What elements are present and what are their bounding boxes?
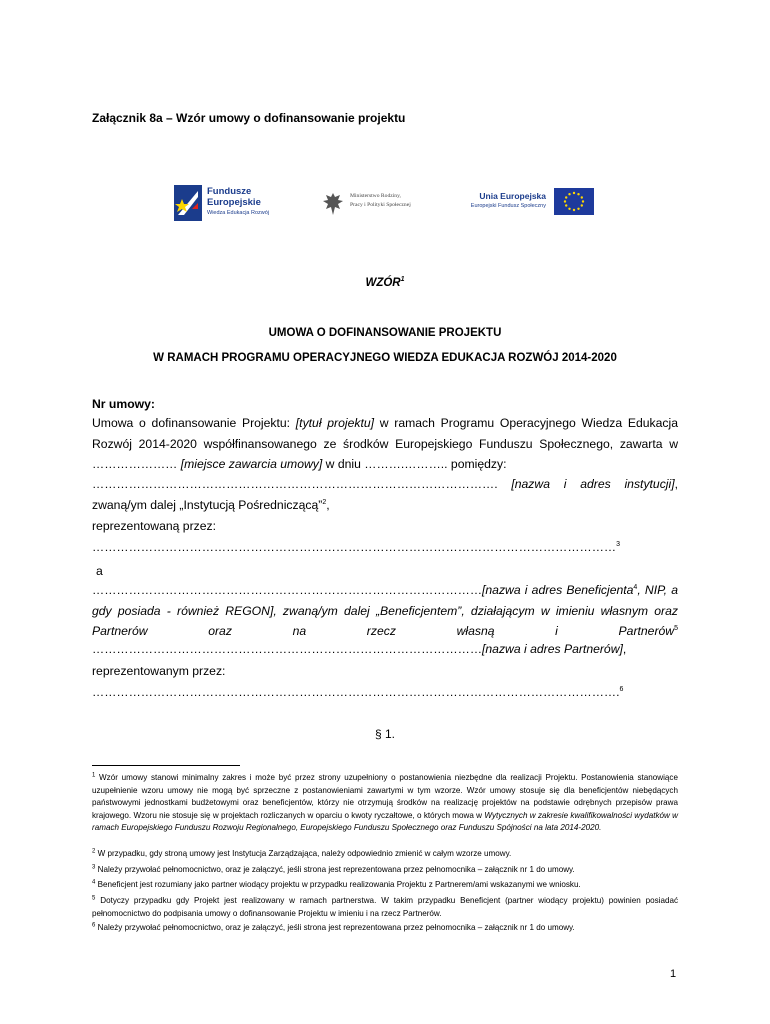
section-1-heading: § 1.	[374, 727, 395, 741]
representative-line-2	[92, 682, 624, 703]
fe-line3: Wiedza Edukacja Rozwój	[207, 210, 270, 216]
eu-line2: Europejski Fundusz Społeczny	[470, 203, 546, 209]
ministry-line1: Ministerstwo Rodziny,	[350, 193, 401, 199]
footnote-2-text: W przypadku, gdy stroną umowy jest Instytucja Zarządzająca, należy odpowiednio zmienić w całym wzorze umowy.	[95, 849, 512, 858]
representative-line-1	[92, 537, 620, 558]
eu-line1: Unia Europejska	[479, 191, 546, 201]
and-conjunction: a	[96, 564, 103, 578]
partners-dots: ……………………………………………………………………………………	[92, 642, 482, 656]
contract-number-label: Nr umowy:	[92, 397, 155, 411]
footnote-ref-6: 6	[619, 685, 624, 693]
beneficiary-paragraph	[92, 580, 678, 638]
contract-title-line2: W RAMACH PROGRAMU OPERACYJNEGO WIEDZA EDUKACJA ROZWÓJ 2014-2020	[153, 352, 617, 364]
eu-text	[458, 191, 546, 209]
contract-title-line1: UMOWA O DOFINANSOWANIE PROJEKTU	[268, 327, 502, 339]
attachment-title: Załącznik 8a – Wzór umowy o dofinansowanie projektu	[92, 111, 406, 125]
intro-text-c: w dniu ……….……….. pomiędzy:	[322, 457, 507, 471]
footnote-ref-3: 3	[616, 540, 620, 548]
footnote-5	[92, 895, 678, 920]
beneficiary-dots: ……………………………………………………………………………………	[92, 583, 482, 597]
fe-line2: Europejskie	[207, 197, 261, 208]
contract-intro-paragraph	[92, 413, 678, 475]
footnote-4-text: Beneficjent jest rozumiany jako partner wiodący projektu w przypadku realizowania Projektu z Partnerem/ami wskazanymi we wniosku.	[95, 880, 581, 889]
partners-placeholder: [nazwa i adres Partnerów]	[482, 642, 623, 656]
institution-comma: ,	[326, 497, 330, 512]
footnote-ref-5: 5	[674, 624, 678, 632]
footnote-4-num: 4	[92, 879, 96, 886]
footnote-6-num: 6	[92, 922, 96, 929]
represented-by-label-1: reprezentowaną przez:	[92, 519, 216, 533]
page-number: 1	[670, 968, 677, 980]
footnote-6-text: Należy przywołać pełnomocnictwo, oraz je załączyć, jeśli strona jest reprezentowana przez pełnomocnika – załącznik nr 1 do umowy.	[95, 923, 575, 932]
footnote-2-num: 2	[92, 848, 96, 855]
footnote-2	[92, 848, 678, 861]
logo-bar	[170, 185, 600, 225]
wzor-footnote-ref: 1	[400, 276, 405, 284]
footnote-3	[92, 864, 678, 877]
wzor-heading	[0, 277, 770, 289]
intro-text-a: Umowa o dofinansowanie Projektu:	[92, 416, 296, 430]
place-placeholder: [miejsce zawarcia umowy]	[180, 457, 323, 471]
partners-line	[92, 639, 678, 660]
beneficiary-text: , NIP, a gdy posiada - również REGON], zwaną/ym dalej „Beneficjentem”, działającym w imieniu własnym oraz Partnerów oraz na rzecz własną i Partnerów	[92, 583, 678, 638]
footnote-1	[92, 772, 678, 835]
beneficiary-placeholder: [nazwa i adres Beneficjenta	[482, 583, 634, 597]
representative-dots-2: ………………………………………………………………………………………………………………….	[92, 685, 620, 699]
partners-comma: ,	[622, 642, 627, 656]
eagle-emblem-icon	[322, 191, 344, 217]
institution-dots: ……………………………………………………………………………………….	[92, 477, 498, 491]
footnote-1-italic: Wytycznych w zakresie kwalifikowalności wydatków w ramach Europejskiego Funduszu Rozwoju Regionalnego, Europejskiego Funduszu Społecznego oraz Funduszu Spójności na lata 2014-2020.	[92, 810, 678, 832]
footnote-1-text: Wzór umowy stanowi minimalny zakres i może być przez strony uzupełniony o postanowienia niezbędne dla realizacji Projektu. Postanowienia stanowiące uzupełnienie wzoru umowy nie mogą być sprzeczne z postanowieniami zawartymi w tym wzorze. Wzór umowy stosuje się dla beneficjentów niebędących państwowymi jednostkami budżetowymi oraz beneficjentów, którzy nie otrzymują środków na realizację projektów na podstawie odrębnych przepisów prawa krajowego. Wzoru nie stosuje się w projektach rozliczanych w oparciu o kwoty ryczałtowe, o których mowa w	[92, 773, 678, 820]
institution-paragraph	[92, 474, 678, 515]
footnote-5-num: 5	[92, 895, 96, 902]
footnote-3-num: 3	[92, 864, 96, 871]
institution-placeholder: [nazwa i adres instytucji]	[497, 477, 675, 491]
ministry-line2: Pracy i Polityki Społecznej	[350, 202, 411, 208]
footnote-1-num: 1	[92, 772, 96, 779]
project-title-placeholder: [tytuł projektu]	[295, 416, 375, 430]
institution-text: , zwaną/ym dalej „Instytucją Pośredniczącą”	[92, 477, 678, 512]
footnote-6	[92, 922, 678, 935]
fundusze-europejskie-logo	[174, 185, 270, 226]
fe-star-icon	[174, 185, 202, 221]
footnote-4	[92, 879, 678, 892]
intro-text-b: w ramach Programu Operacyjnego Wiedza Edukacja Rozwój 2014-2020 współfinansowanego ze środków Europejskiego Funduszu Społecznego, zawarta w …………………	[92, 416, 678, 471]
representative-dots-1: …………………………………………………………………………………………………………………	[92, 540, 617, 554]
footnote-separator	[92, 765, 240, 766]
ministry-logo	[322, 191, 411, 222]
footnote-ref-4: 4	[633, 583, 638, 591]
footnote-3-text: Należy przywołać pełnomocnictwo, oraz je załączyć, jeśli strona jest reprezentowana przez pełnomocnika – załącznik nr 1 do umowy.	[95, 865, 575, 874]
represented-by-label-2: reprezentowanym przez:	[92, 664, 226, 678]
fe-line1: Fundusze	[207, 186, 252, 197]
footnote-ref-2: 2	[322, 498, 327, 506]
wzor-text: WZÓR	[365, 277, 401, 289]
eu-flag-icon	[554, 188, 594, 215]
footnote-5-text: Dotyczy przypadku gdy Projekt jest realizowany w ramach partnerstwa. W takim przypadku Beneficjent (partner wiodący projektu) powinien posiadać pełnomocnictwo do podpisania umowy o dofinansowanie Projektu w imieniu i na rzecz Partnerów.	[92, 896, 678, 918]
